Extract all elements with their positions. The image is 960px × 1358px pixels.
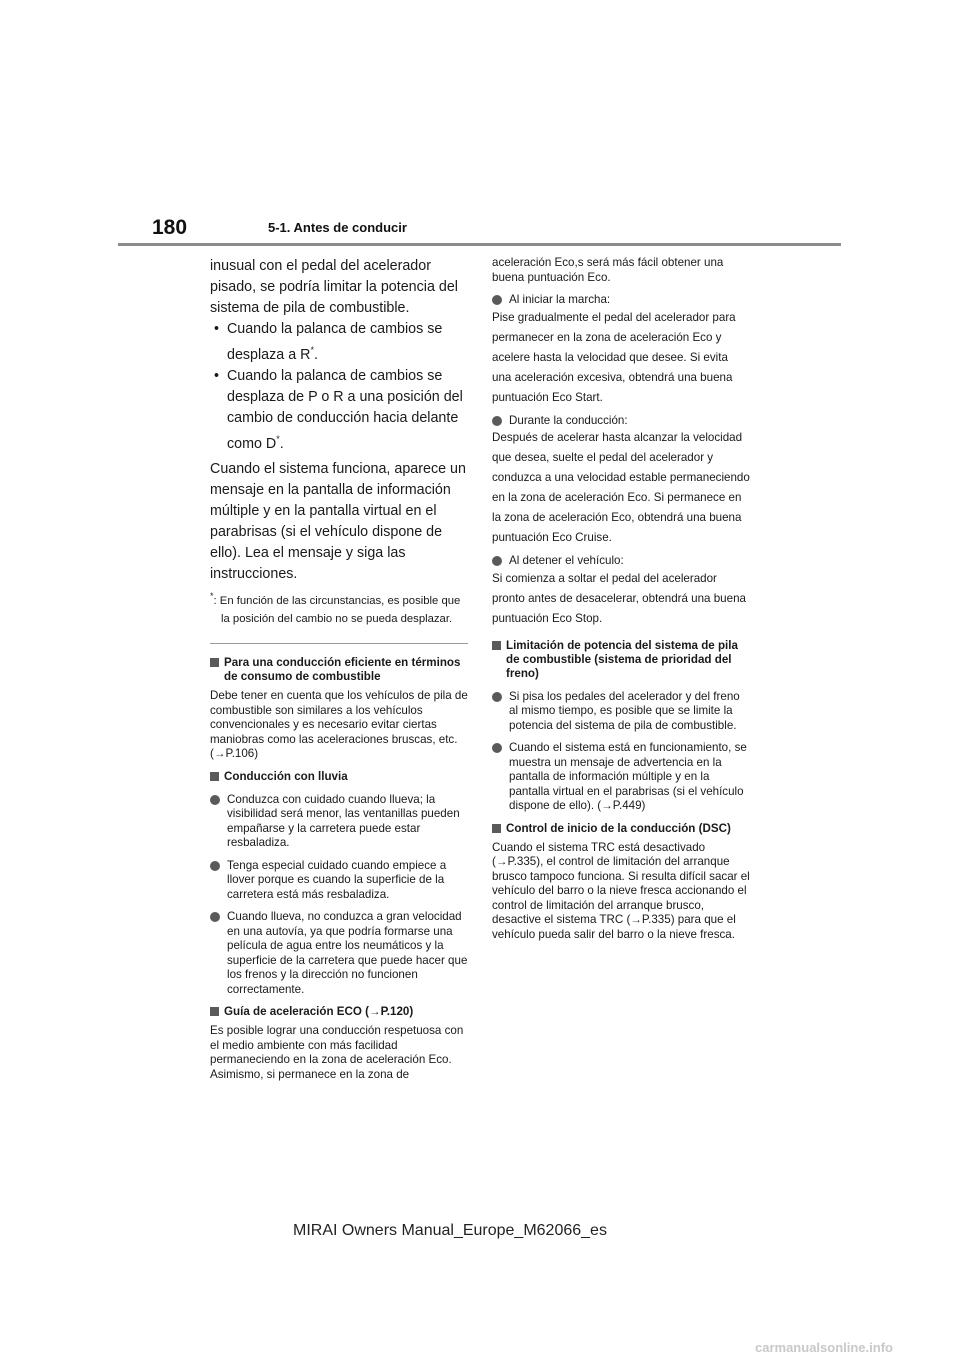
right-column	[492, 256, 750, 942]
section-divider	[210, 643, 468, 644]
circle-bullet-icon	[492, 416, 502, 426]
eco-start-text: Pise gradualmente el pedal del acelerador para permanecer en la zona de aceleración Eco y acelere hasta la velocidad que desee. Si evita una aceleración excesiva, obtendrá una buena puntuación Eco Start.	[492, 310, 736, 404]
heading-dsc: Control de inicio de la conducción (DSC)	[492, 822, 750, 836]
circle-bullet-icon	[210, 912, 220, 922]
eco-cruise-text: Después de acelerar hasta alcanzar la velocidad que desea, suelte el pedal del acelerador y conduzca a una velocidad estable permaneciendo en la zona de aceleración Eco. Si permanece en la zona de aceleración Eco, obtendrá una buena puntuación Eco Cruise.	[492, 431, 750, 544]
heading-brake-priority: Limitación de potencia del sistema de pila de combustible (sistema de prioridad del freno)	[492, 639, 750, 681]
system-paragraph: Cuando el sistema funciona, aparece un mensaje en la pantalla de información múltiple y en la pantalla virtual en el parabrisas (si el vehículo dispone de ello). Lea el mensaje y siga las instrucciones.	[210, 460, 466, 582]
footnote-mark: *	[210, 590, 214, 601]
square-bullet-icon	[210, 1007, 219, 1016]
circle-bullet-icon	[210, 861, 220, 871]
bullet-text: Cuando la palanca de cambios se desplaza de P o R a una posición del cambio de conducción hacia delante como D	[226, 367, 463, 452]
eco-continued-text: aceleración Eco,s será más fácil obtener una buena puntuación Eco.	[492, 256, 724, 284]
footer-title: MIRAI Owners Manual_Europe_M62066_es	[293, 1222, 607, 1239]
square-bullet-icon	[492, 641, 501, 650]
brake-priority-item: Si pisa los pedales del acelerador y del freno al mismo tiempo, es posible que se limite la potencia del sistema de pila de combustible.	[492, 690, 750, 734]
circle-bullet-icon	[210, 795, 220, 805]
footnote-mark: *	[310, 345, 314, 355]
heading-rain-driving: Conducción con lluvia	[210, 770, 468, 784]
dsc-text: Cuando el sistema TRC está desactivado (→P.335), el control de limitación del arranque brusco tampoco funciona. Si resulta difícil sacar el vehículo del barro o la nieve fresca accionando el control de limitación del arranque brusco, desactive el sistema TRC (→P.335) para que el vehículo pueda salir del barro o la nieve fresca.	[492, 840, 750, 941]
brake-priority-item: Cuando el sistema está en funcionamiento, se muestra un mensaje de advertencia en la pantalla de información múltiple y en la pantalla virtual en el parabrisas (si el vehículo dispone de ello). (→P.449)	[492, 741, 750, 814]
eco-stop-title: Al detener el vehículo:	[492, 554, 750, 569]
header-divider	[118, 243, 841, 246]
eco-cruise-title: Durante la conducción:	[492, 414, 750, 429]
eco-guide-text: Es posible lograr una conducción respetuosa con el medio ambiente con más facilidad permaneciendo en la zona de aceleración Eco. Asimismo, si permanece en la zona de	[210, 1024, 464, 1081]
eco-stop-text: Si comienza a soltar el pedal del acelerador pronto antes de desacelerar, obtendrá una buena puntuación Eco Stop.	[492, 571, 746, 625]
heading-efficient-driving: Para una conducción eficiente en términos de consumo de combustible	[210, 656, 468, 684]
page-number: 180	[152, 216, 188, 239]
circle-bullet-icon	[492, 743, 502, 753]
bullet-item: • Cuando la palanca de cambios se desplaza a R*.	[214, 321, 443, 363]
square-bullet-icon	[210, 772, 219, 781]
watermark: carmanualsonline.info	[755, 1340, 893, 1355]
heading-eco-guide: Guía de aceleración ECO (→P.120)	[210, 1005, 468, 1019]
bullet-item: • Cuando la palanca de cambios se desplaza de P o R a una posición del cambio de conducción hacia delante como D*.	[214, 367, 463, 452]
rain-item: Tenga especial cuidado cuando empiece a llover porque es cuando la superficie de la carretera está más resbaladiza.	[210, 859, 468, 903]
rain-item: Cuando llueva, no conduzca a gran velocidad en una autovía, ya que podría formarse una película de agua entre los neumáticos y la superficie de la carretera que puede hacer que los frenos y la dirección no funcionen correctamente.	[210, 910, 468, 997]
rain-item: Conduzca con cuidado cuando llueva; la visibilidad será menor, las ventanillas pueden empañarse y la carretera puede estar resbaladiza.	[210, 793, 468, 851]
footnote: *: En función de las circunstancias, es posible que la posición del cambio no se pueda desplazar.	[210, 590, 461, 626]
circle-bullet-icon	[492, 295, 502, 305]
square-bullet-icon	[492, 824, 501, 833]
bullet-end: .	[313, 346, 318, 363]
intro-paragraph: inusual con el pedal del acelerador pisado, se podría limitar la potencia del sistema de pila de combustible.	[210, 258, 458, 316]
footnote-mark: *	[276, 433, 280, 444]
circle-bullet-icon	[492, 556, 502, 566]
left-column	[210, 256, 468, 1082]
bullet-text: Cuando la palanca de cambios se desplaza a R	[226, 321, 443, 363]
square-bullet-icon	[210, 658, 219, 667]
footnote-text: En función de las circunstancias, es posible que la posición del cambio no se pueda desplazar.	[219, 594, 461, 626]
section-title: 5-1. Antes de conducir	[268, 220, 407, 235]
eco-start-title: Al iniciar la marcha:	[492, 293, 750, 308]
efficient-driving-text: Debe tener en cuenta que los vehículos de pila de combustible son similares a los vehículos convencionales y es necesario evitar ciertas maniobras como las aceleraciones bruscas, etc. (→P.106)	[210, 689, 468, 761]
bullet-end: .	[279, 435, 284, 452]
circle-bullet-icon	[492, 692, 502, 702]
